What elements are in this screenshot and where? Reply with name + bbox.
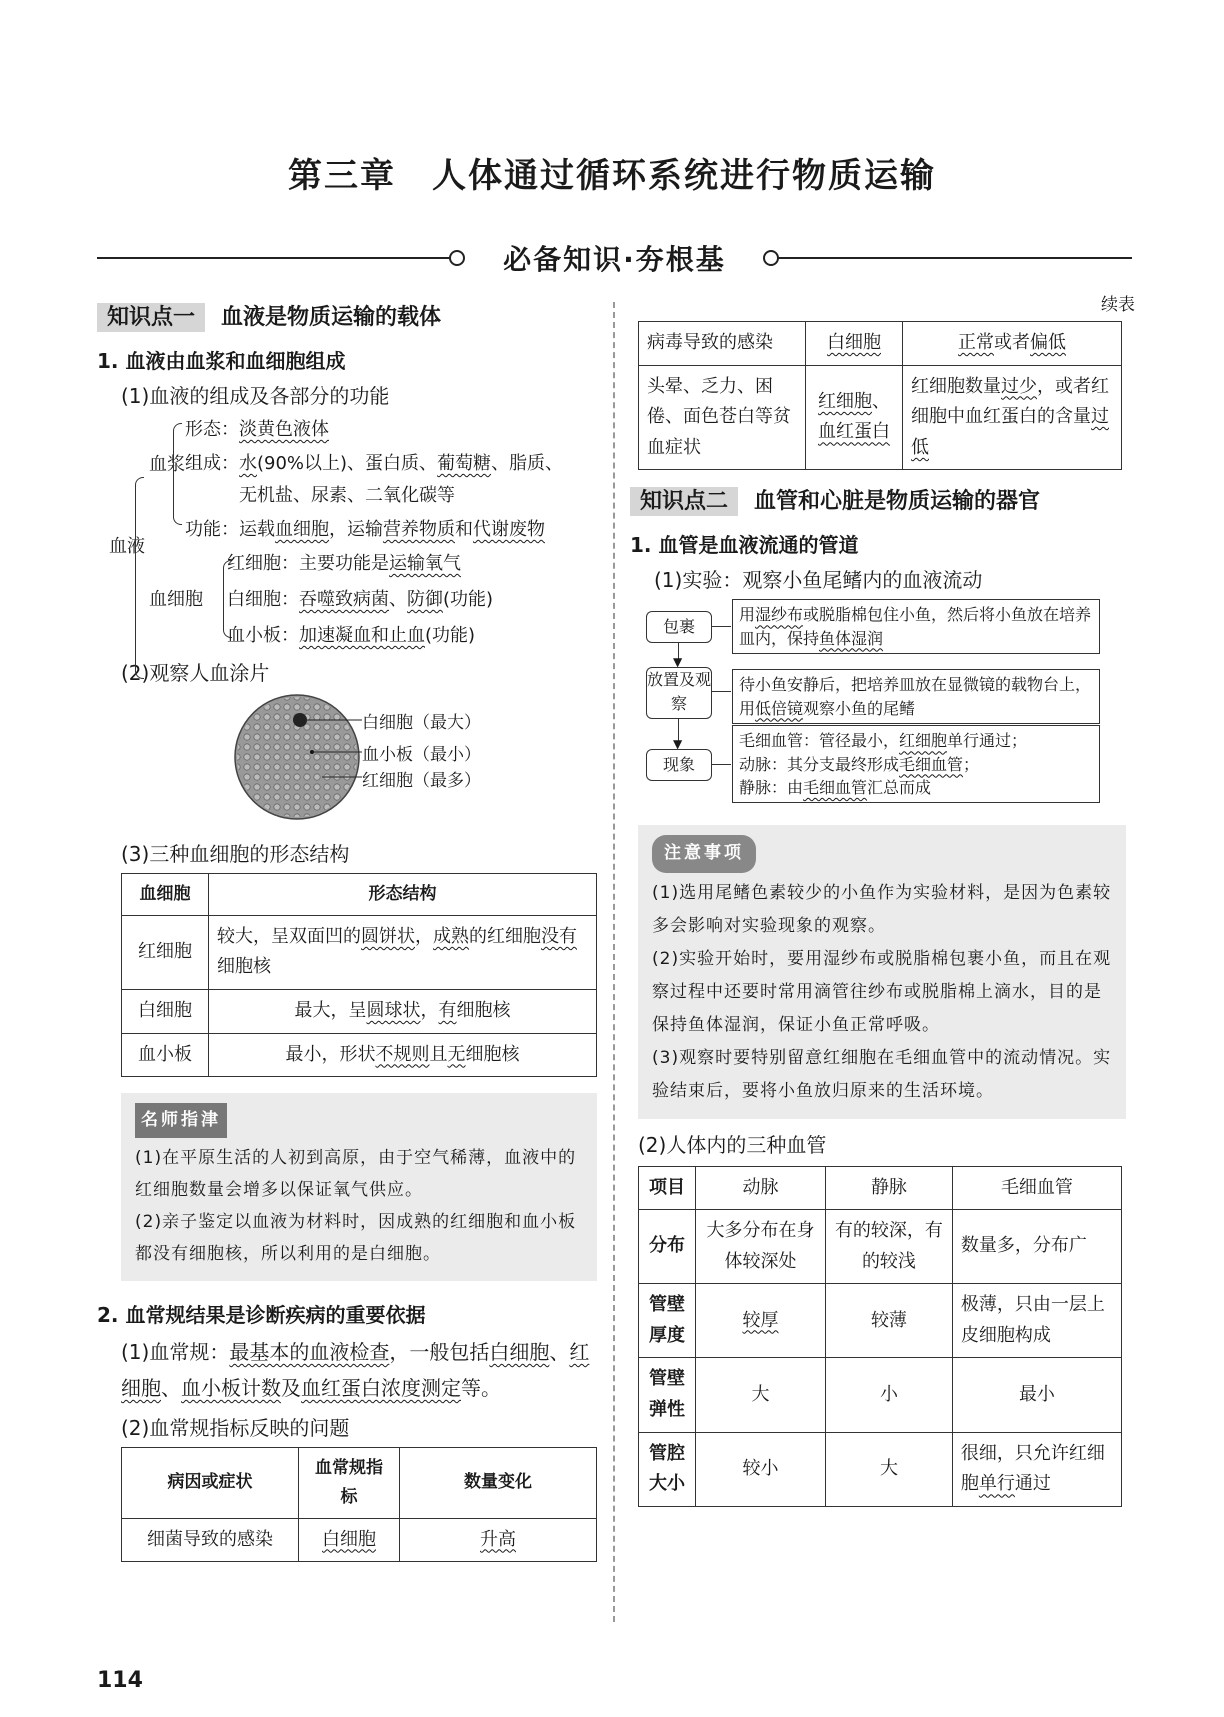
- table-row: [639, 1284, 1122, 1358]
- tree-root: 血液: [109, 536, 145, 557]
- tree-wbc: 白细胞：吞噬致病菌、防御(功能): [227, 589, 494, 610]
- tree-rbc: 红细胞：主要功能是运输氧气: [227, 553, 461, 574]
- knowledge-point-2-heading: [630, 484, 1040, 515]
- attention-note-box: [638, 825, 1126, 1118]
- table-cell: 较大，呈双面凹的圆饼状，成熟的红细胞没有细胞核: [209, 915, 597, 989]
- section-heading: 2. 血常规结果是诊断疾病的重要依据: [97, 1302, 426, 1327]
- table-header: 形态结构: [209, 874, 597, 916]
- flow-step-phenomenon: 现象: [646, 749, 712, 781]
- blood-index-table-continued: [638, 321, 1122, 470]
- table-row: [122, 1033, 597, 1077]
- smear-label-platelet: 血小板（最小）: [362, 745, 481, 765]
- arrow-down-icon: ▼: [673, 655, 683, 670]
- column-divider: [613, 302, 615, 1622]
- table-cell: 红细胞、血红蛋白: [806, 365, 903, 470]
- flow-connector: [711, 764, 731, 765]
- table-row: [639, 1358, 1122, 1432]
- flow-desc-observe: 待小鱼安静后，把培养皿放在显微镜的载物台上，用低倍镜观察小鱼的尾鳍: [732, 669, 1100, 723]
- table-cell: 较厚: [696, 1284, 826, 1358]
- table-cell: 白细胞: [122, 990, 209, 1034]
- knowledge-point-1-heading: [97, 300, 441, 331]
- table-row: [122, 915, 597, 989]
- table-header: 病因或症状: [122, 1447, 299, 1518]
- table-cell: 管壁厚度: [639, 1284, 696, 1358]
- knowledge-point-tag: 知识点一: [97, 303, 205, 332]
- note-paragraph: (1)选用尾鳍色素较少的小鱼作为实验材料，是因为色素较多会影响对实验现象的观察。: [652, 882, 1112, 936]
- tree-function: 功能：运载血细胞，运输营养物质和代谢废物: [185, 519, 545, 540]
- page-title: 第三章 人体通过循环系统进行物质运输: [288, 156, 936, 196]
- blood-cell-table: [121, 873, 597, 1077]
- table-cell: 病毒导致的感染: [639, 322, 806, 366]
- table-cell: 白细胞: [806, 322, 903, 366]
- table-cell: 大: [826, 1432, 953, 1506]
- smear-label-rbc: 红细胞（最多）: [362, 771, 481, 791]
- table-cell: 红细胞数量过少，或者红细胞中血红蛋白的含量过低: [903, 365, 1122, 470]
- subsection-heading: (2)观察人血涂片: [121, 661, 270, 685]
- table-cell: 极薄，只由一层上皮细胞构成: [952, 1284, 1121, 1358]
- table-cell: 大多分布在身体较深处: [696, 1210, 826, 1284]
- table-header: 血常规指标: [299, 1447, 400, 1518]
- right-column: [630, 290, 1135, 1507]
- note-paragraph: (3)观察时要特别留意红细胞在毛细血管中的流动情况。实验结束后，要将小鱼放归原来的生活环境。: [652, 1048, 1112, 1102]
- knowledge-point-title: 血液是物质运输的载体: [221, 305, 442, 330]
- table-header: 动脉: [696, 1166, 826, 1210]
- table-cell: 管壁弹性: [639, 1358, 696, 1432]
- subsection-heading: (2)人体内的三种血管: [638, 1132, 827, 1157]
- table-cell: 数量多，分布广: [952, 1210, 1121, 1284]
- phenomenon-line: 动脉：其分支最终形成毛细血管；: [739, 754, 980, 774]
- table-row: [639, 1210, 1122, 1284]
- note-paragraph: (1)在平原生活的人初到高原，由于空气稀薄，血液中的红细胞数量会增多以保证氧气供应。: [135, 1147, 577, 1200]
- tree-form: 形态：淡黄色液体: [185, 419, 329, 440]
- table-cell: 大: [696, 1358, 826, 1432]
- table-cell: 最小: [952, 1358, 1121, 1432]
- table-cell: 红细胞: [122, 915, 209, 989]
- subsection-heading: (1)实验：观察小鱼尾鳍内的血液流动: [654, 568, 983, 593]
- blood-smear-figure: [97, 692, 597, 832]
- tree-composition: 组成：水(90%以上)、蛋白质、葡萄糖、脂质、: [185, 453, 564, 474]
- tree-cells: 血细胞: [149, 589, 203, 610]
- banner-dot-left: [449, 250, 465, 266]
- table-header: 血细胞: [122, 874, 209, 916]
- knowledge-point-title: 血管和心脏是物质运输的器官: [754, 489, 1041, 515]
- table-cell: 管腔大小: [639, 1432, 696, 1506]
- table-row: [122, 1518, 597, 1562]
- banner-line-left: [97, 257, 452, 259]
- note-paragraph: (2)实验开始时，要用湿纱布或脱脂棉包裹小鱼，而且在观察过程中还要时常用滴管往纱布或脱脂棉上滴水，目的是保持鱼体湿润，保证小鱼正常呼吸。: [652, 948, 1112, 1036]
- table-row: [639, 322, 1122, 366]
- subsection-heading: (2)血常规指标反映的问题: [121, 1415, 350, 1440]
- tree-bracket-root: [135, 477, 144, 679]
- smear-label-wbc: 白细胞（最大）: [362, 713, 481, 733]
- left-column: [97, 300, 597, 1562]
- table-cell: 白细胞: [299, 1518, 400, 1562]
- banner-title: 必备知识·夯根基: [503, 243, 726, 276]
- flow-connector: [711, 691, 731, 692]
- table-cell: 较薄: [826, 1284, 953, 1358]
- table-row: [639, 1432, 1122, 1506]
- table-cell: 头晕、乏力、困倦、面色苍白等贫血症状: [639, 365, 806, 470]
- note-tag: 注意事项: [652, 835, 756, 872]
- blood-composition-tree: [97, 415, 597, 705]
- banner-line-right: [777, 257, 1132, 259]
- table-row: [639, 365, 1122, 470]
- tree-bracket-plasma: [173, 423, 182, 525]
- table-header: 数量变化: [400, 1447, 597, 1518]
- table-header: 静脉: [826, 1166, 953, 1210]
- tree-platelet: 血小板：加速凝血和止血(功能): [227, 625, 476, 646]
- table-cell: 小: [826, 1358, 953, 1432]
- flow-connector: [711, 626, 731, 627]
- note-tag: 名师指津: [135, 1103, 227, 1137]
- table-header: 毛细血管: [952, 1166, 1121, 1210]
- section-heading: 1. 血管是血液流通的管道: [630, 533, 859, 558]
- blood-smear-image: [232, 692, 362, 822]
- section-banner: [97, 238, 1132, 278]
- table-header: 项目: [639, 1166, 696, 1210]
- experiment-flowchart: [638, 599, 1135, 809]
- flow-desc-phenomenon: [732, 725, 1100, 803]
- continued-label: 续表: [1101, 295, 1135, 315]
- table-cell: 最小，形状不规则且无细胞核: [209, 1033, 597, 1077]
- subsection-heading: (1)血液的组成及各部分的功能: [121, 384, 390, 408]
- table-cell: 血小板: [122, 1033, 209, 1077]
- subsection-heading: (3)三种血细胞的形态结构: [121, 842, 350, 866]
- table-cell: 分布: [639, 1210, 696, 1284]
- flow-desc-wrap: 用湿纱布或脱脂棉包住小鱼，然后将小鱼放在培养皿内，保持鱼体湿润: [732, 599, 1100, 653]
- flow-step-observe: 放置及观察: [646, 667, 712, 719]
- phenomenon-line: 毛细血管：管径最小，红细胞单行通过；: [739, 731, 1028, 751]
- paragraph: (1)血常规：最基本的血液检查，一般包括白细胞、红细胞、血小板计数及血红蛋白浓度测定等。: [121, 1339, 590, 1400]
- table-row: [122, 990, 597, 1034]
- table-cell: 细菌导致的感染: [122, 1518, 299, 1562]
- flow-step-wrap: 包裹: [646, 611, 712, 643]
- knowledge-point-tag: 知识点二: [630, 487, 738, 516]
- tree-plasma: 血浆: [149, 454, 185, 475]
- table-cell: 升高: [400, 1518, 597, 1562]
- table-cell: 很细，只允许红细胞单行通过: [952, 1432, 1121, 1506]
- blood-index-table: [121, 1447, 597, 1562]
- arrow-down-icon: ▼: [673, 737, 683, 752]
- section-heading: 1. 血液由血浆和血细胞组成: [97, 349, 346, 373]
- tree-composition-line2: 无机盐、尿素、二氧化碳等: [239, 485, 455, 506]
- table-cell: 有的较深，有的较浅: [826, 1210, 953, 1284]
- note-paragraph: (2)亲子鉴定以血液为材料时，因成熟的红细胞和血小板都没有细胞核，所以利用的是白细胞。: [135, 1212, 577, 1265]
- table-cell: 正常或者偏低: [903, 322, 1122, 366]
- page-number: 114: [97, 1668, 143, 1693]
- table-cell: 较小: [696, 1432, 826, 1506]
- phenomenon-line: 静脉：由毛细血管汇总而成: [739, 777, 932, 797]
- teacher-note-box: [121, 1093, 597, 1280]
- table-cell: 最大，呈圆球状，有细胞核: [209, 990, 597, 1034]
- vessel-table: [638, 1166, 1122, 1507]
